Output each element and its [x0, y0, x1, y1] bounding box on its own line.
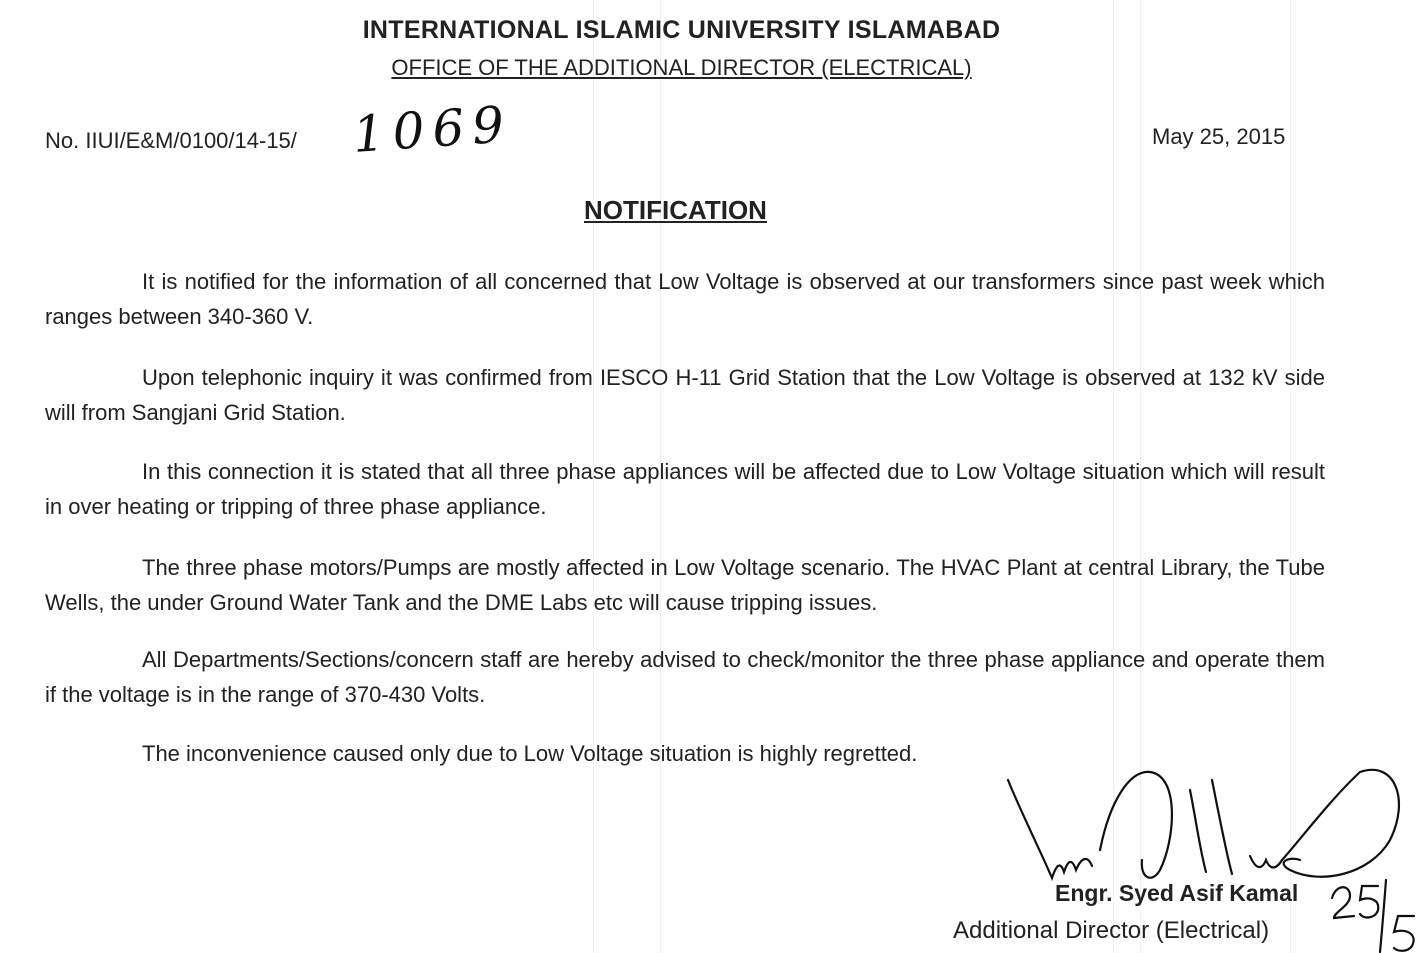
reference-number: No. IIUI/E&M/0100/14-15/ — [45, 128, 297, 153]
paragraph: In this connection it is stated that all three phase appliances will be affected due to Low Voltage situation which will result in over heating or tripping of three phase appliance. — [45, 459, 1325, 519]
paragraph: The inconvenience caused only due to Low Voltage situation is highly regretted. — [142, 741, 918, 766]
paragraph: It is notified for the information of all concerned that Low Voltage is observed at our transformers since past week which ranges between 340-360 V. — [45, 269, 1325, 329]
paragraph: Upon telephonic inquiry it was confirmed from IESCO H-11 Grid Station that the Low Voltage is observed at 132 kV side will from Sangjani Grid Station. — [45, 365, 1325, 425]
signatory-designation: Additional Director (Electrical) — [953, 917, 1270, 944]
university-name: INTERNATIONAL ISLAMIC UNIVERSITY ISLAMABAD — [362, 16, 1001, 44]
document-date: May 25, 2015 — [1152, 124, 1286, 149]
handwritten-signature-date — [1328, 876, 1423, 953]
signatory-name: Engr. Syed Asif Kamal — [1055, 880, 1299, 906]
notification-title: NOTIFICATION — [584, 195, 767, 225]
paragraph: The three phase motors/Pumps are mostly affected in Low Voltage scenario. The HVAC Plant at central Library, the Tube Wells, the under Ground Water Tank and the DME Labs etc will cause tripping issues. — [45, 555, 1325, 615]
handwritten-reference-number: 1069 — [350, 95, 514, 164]
office-name: OFFICE OF THE ADDITIONAL DIRECTOR (ELECTRICAL) — [391, 55, 972, 80]
paragraph: All Departments/Sections/concern staff are hereby advised to check/monitor the three phase appliance and operate them if the voltage is in the range of 370-430 Volts. — [45, 647, 1325, 707]
